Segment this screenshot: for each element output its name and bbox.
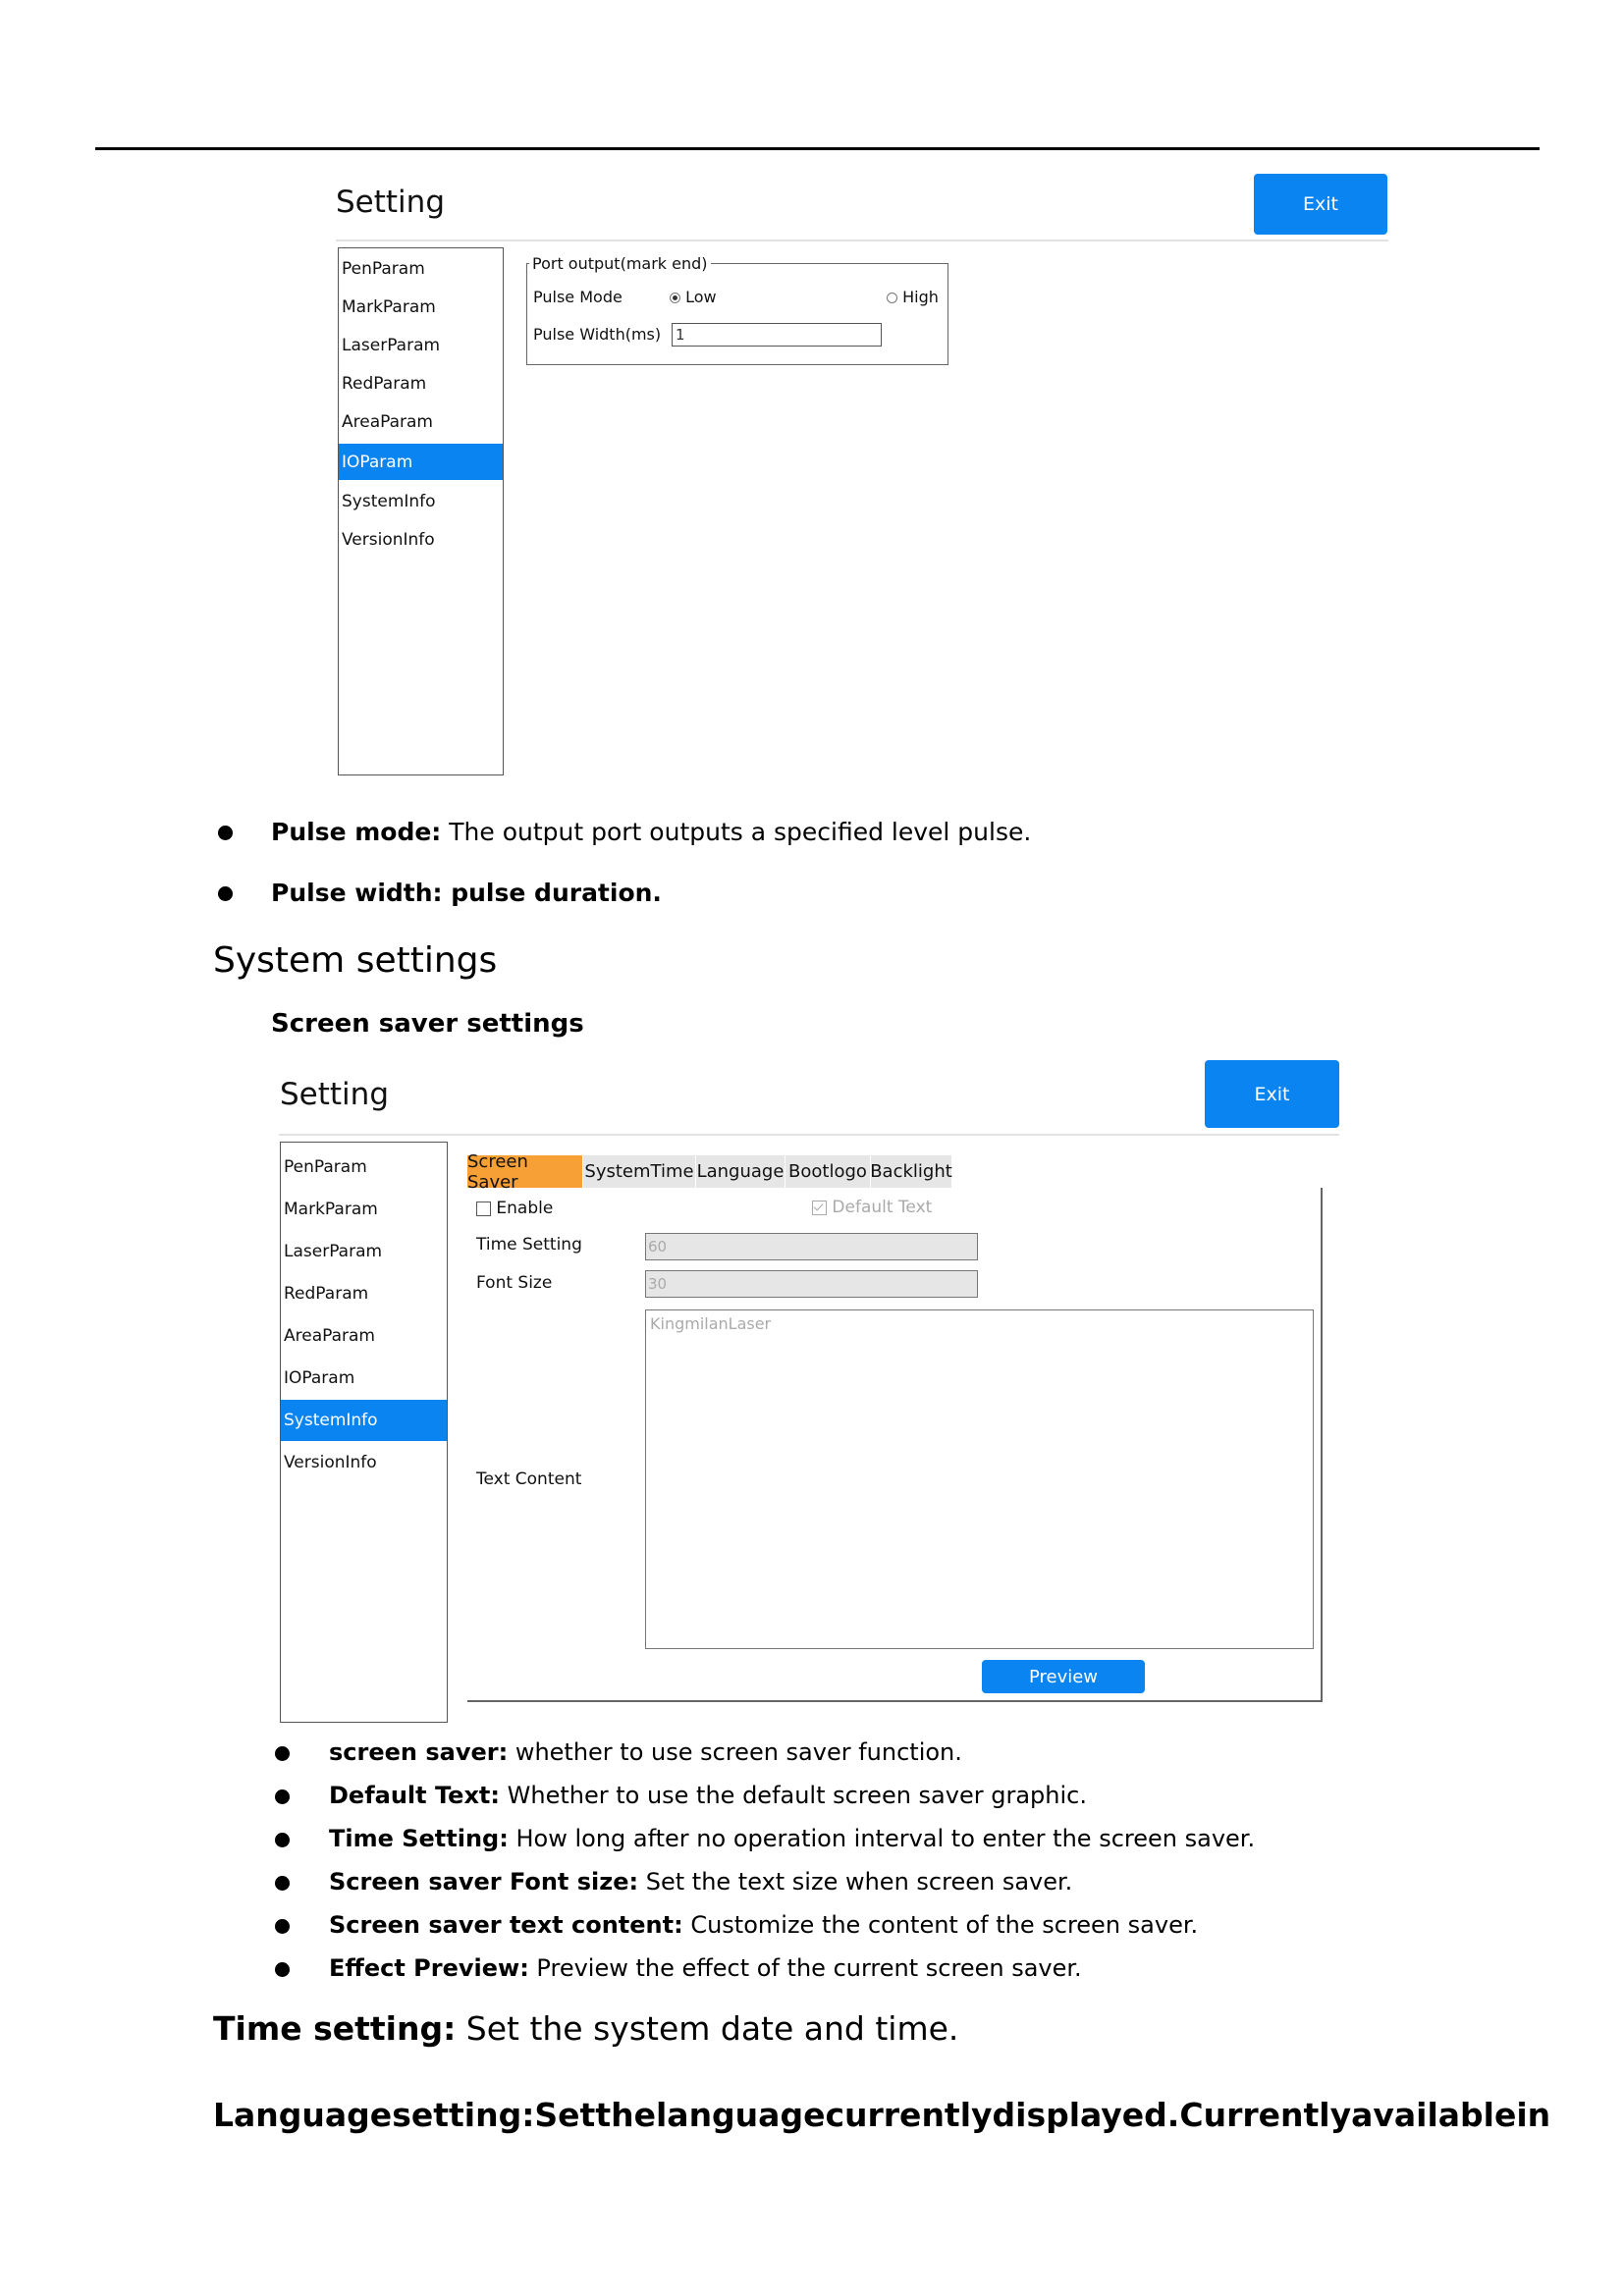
language-setting-paragraph <box>213 2096 1551 2134</box>
pulse-width-label: Pulse Width(ms) <box>533 325 662 344</box>
heading-screen-saver-settings: Screen saver settings <box>271 1009 584 1039</box>
screensaver-settings-screenshot <box>275 1055 1345 1723</box>
tab-backlight[interactable]: Backlight <box>871 1155 952 1188</box>
menu-item-versioninfo[interactable]: VersionInfo <box>284 1453 377 1472</box>
enable-option[interactable] <box>476 1199 553 1218</box>
tab-panel-bottom-border <box>467 1700 1323 1702</box>
language-word: available <box>1351 2096 1517 2134</box>
bullet-dot <box>218 886 233 901</box>
header-divider <box>336 240 1388 241</box>
menu-item-redparam[interactable]: RedParam <box>342 373 427 394</box>
pulse-high-option[interactable] <box>887 288 939 306</box>
bullet-term: Default Text: <box>329 1782 500 1809</box>
text-content-label: Text Content <box>476 1469 582 1489</box>
port-output-legend: Port output(mark end) <box>532 254 708 273</box>
io-settings-screenshot <box>324 169 1394 777</box>
default-text-label: Default Text <box>832 1198 933 1217</box>
menu-item-ioparam[interactable]: IOParam <box>284 1368 355 1388</box>
language-word: currently <box>825 2096 993 2134</box>
bullet-dot <box>275 1919 290 1934</box>
time-setting-input[interactable]: 60 <box>645 1233 978 1260</box>
bullet-text: whether to use screen saver function. <box>508 1738 962 1766</box>
settings-menu <box>280 1142 448 1723</box>
default-text-option[interactable] <box>812 1198 932 1217</box>
bullet-term: Effect Preview: <box>329 1954 529 1982</box>
font-size-input[interactable]: 30 <box>645 1270 978 1298</box>
bullet-term: screen saver: <box>329 1738 509 1766</box>
time-setting-text: Set the system date and time. <box>456 2009 959 2048</box>
language-word: Currently <box>1179 2096 1352 2134</box>
tab-language[interactable]: Language <box>696 1155 785 1188</box>
bullet-term: Pulse mode: <box>271 818 442 846</box>
menu-item-areaparam[interactable]: AreaParam <box>284 1326 375 1346</box>
pulse-low-option[interactable] <box>670 288 717 306</box>
bullet-dot <box>218 826 233 840</box>
text-content-textarea[interactable]: KingmilanLaser <box>645 1309 1314 1649</box>
pulse-width-input[interactable]: 1 <box>672 323 882 347</box>
bullet-text: Customize the content of the screen saver. <box>682 1911 1199 1939</box>
bullet-term: Screen saver Font size: <box>329 1868 639 1896</box>
language-word: setting: <box>392 2096 535 2134</box>
bullet-dot <box>275 1789 290 1804</box>
bullet-pulse-mode <box>271 818 1031 846</box>
language-word: Set <box>534 2096 596 2134</box>
pulse-high-label: High <box>902 288 939 306</box>
language-word: in <box>1516 2096 1551 2134</box>
default-text-checkbox[interactable] <box>812 1201 827 1215</box>
bullet-term: Pulse width: pulse duration. <box>271 879 662 907</box>
tab-system-time[interactable]: SystemTime <box>583 1155 696 1188</box>
menu-item-markparam[interactable]: MarkParam <box>342 296 436 317</box>
bullet-term: Screen saver text content: <box>329 1911 683 1939</box>
menu-item-areaparam[interactable]: AreaParam <box>342 411 433 432</box>
bullet-pulse-width <box>271 879 662 907</box>
heading-system-settings: System settings <box>213 940 498 981</box>
bullet-dot <box>275 1746 290 1761</box>
tab-bootlogo[interactable]: Bootlogo <box>785 1155 871 1188</box>
menu-item-laserparam[interactable]: LaserParam <box>342 335 441 355</box>
enable-checkbox[interactable] <box>476 1201 491 1216</box>
language-word: displayed. <box>992 2096 1180 2134</box>
radio-high-icon[interactable] <box>887 293 897 303</box>
enable-label: Enable <box>496 1199 554 1218</box>
bullet-font-size <box>329 1868 1072 1896</box>
pulse-low-label: Low <box>685 288 717 306</box>
tab-panel-right-border <box>1321 1188 1323 1701</box>
menu-item-systeminfo[interactable]: SystemInfo <box>342 491 436 511</box>
bullet-dot <box>275 1962 290 1977</box>
radio-low-icon[interactable] <box>670 293 680 303</box>
time-setting-paragraph <box>213 2009 958 2048</box>
header-divider <box>279 1134 1339 1136</box>
bullet-text: Preview the effect of the current screen saver. <box>528 1954 1082 1982</box>
bullet-term: Time Setting: <box>329 1825 509 1852</box>
bullet-dot <box>275 1876 290 1891</box>
bullet-text: How long after no operation interval to enter the screen saver. <box>508 1825 1256 1852</box>
menu-item-redparam[interactable]: RedParam <box>284 1284 369 1304</box>
menu-item-penparam[interactable]: PenParam <box>284 1157 367 1177</box>
preview-button[interactable]: Preview <box>982 1660 1145 1693</box>
exit-button[interactable]: Exit <box>1254 174 1387 235</box>
menu-item-versioninfo[interactable]: VersionInfo <box>342 529 435 550</box>
bullet-text: The output port outputs a specified level pulse. <box>441 818 1032 846</box>
language-word: the <box>595 2096 656 2134</box>
page-top-rule <box>95 147 1540 150</box>
bullet-time-setting <box>329 1825 1255 1852</box>
port-output-group <box>526 254 948 365</box>
bullet-default-text <box>329 1782 1087 1809</box>
bullet-screen-saver <box>329 1738 962 1766</box>
settings-menu <box>338 247 504 775</box>
menu-item-penparam[interactable]: PenParam <box>342 258 425 279</box>
font-size-label: Font Size <box>476 1273 553 1293</box>
time-setting-label: Time Setting <box>476 1235 582 1255</box>
bullet-dot <box>275 1833 290 1847</box>
settings-title: Setting <box>280 1077 389 1112</box>
system-tabs <box>467 1150 958 1193</box>
pulse-mode-label: Pulse Mode <box>533 288 623 306</box>
settings-title: Setting <box>336 185 445 220</box>
exit-button[interactable]: Exit <box>1205 1060 1339 1128</box>
language-word: language <box>655 2096 826 2134</box>
language-word: Language <box>213 2096 393 2134</box>
bullet-text: Whether to use the default screen saver graphic. <box>500 1782 1087 1809</box>
time-setting-term: Time setting: <box>213 2009 457 2048</box>
bullet-effect-preview <box>329 1954 1082 1982</box>
menu-item-markparam[interactable]: MarkParam <box>284 1200 378 1219</box>
menu-item-ioparam[interactable]: IOParam <box>339 444 503 480</box>
menu-item-laserparam[interactable]: LaserParam <box>284 1242 383 1261</box>
bullet-text: Set the text size when screen saver. <box>638 1868 1073 1896</box>
menu-item-systeminfo[interactable]: SystemInfo <box>281 1400 447 1441</box>
bullet-text-content <box>329 1911 1198 1939</box>
tab-screen-saver[interactable]: Screen Saver <box>467 1155 583 1188</box>
